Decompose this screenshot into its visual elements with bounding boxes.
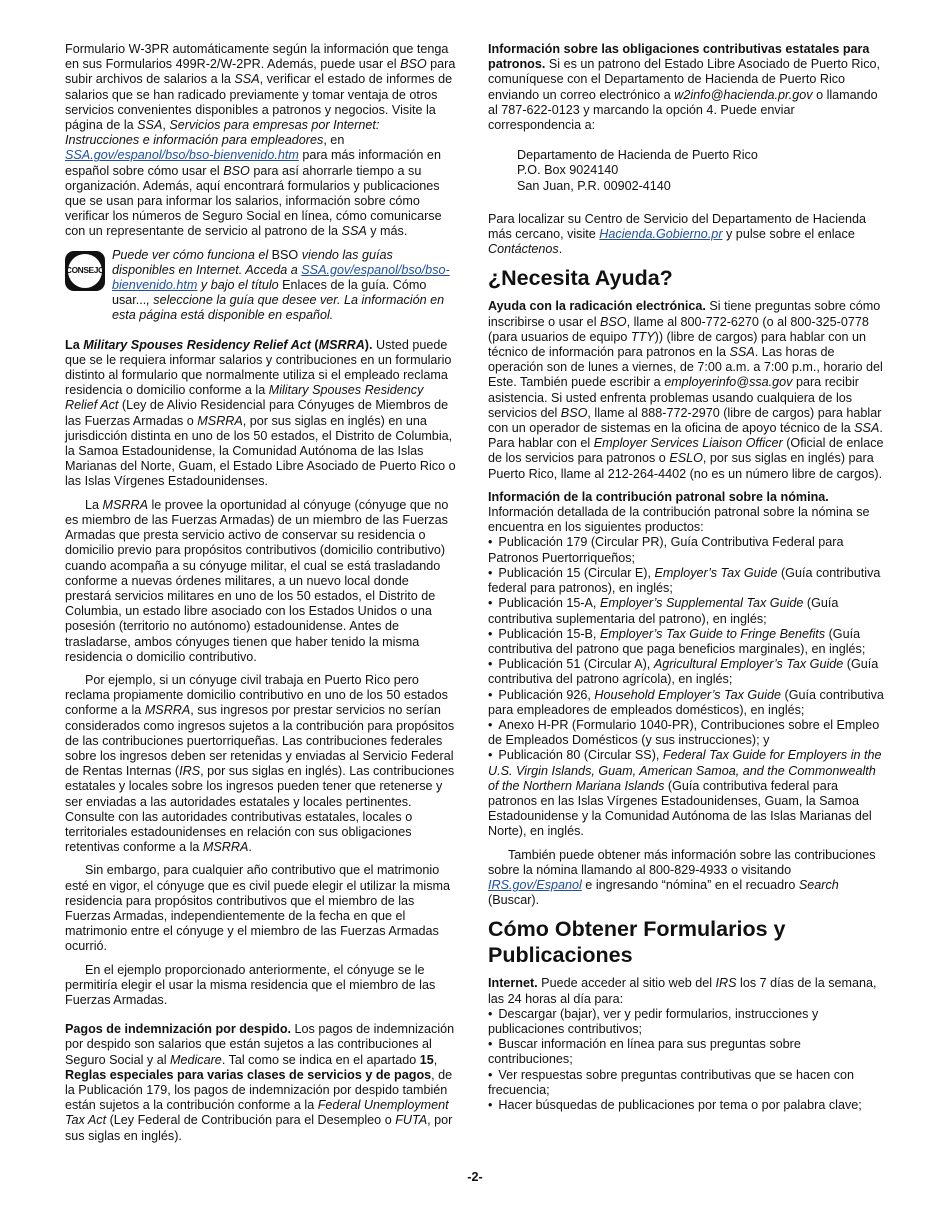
- ssa-bso-tip-link[interactable]: SSA.gov/espanol/bso/bso-bienvenido.htm: [112, 262, 450, 293]
- text: MSRRA: [144, 703, 191, 718]
- text: Por ejemplo, si un cónyuge civil trabaja en Puerto Rico pero reclama propiamente domicilio contributivo en uno de los 50 estados conforme a la: [65, 672, 448, 718]
- payroll-info-paragraph: [488, 848, 885, 909]
- text: SSA: [854, 421, 880, 436]
- text: para recibir asistencia. Si usted enfrenta problemas usando cualquiera de los servicios del: [488, 375, 859, 420]
- internet-paragraph: [488, 976, 885, 1006]
- text: SSA: [729, 345, 755, 360]
- text: . Para hablar con el: [488, 421, 883, 451]
- address-line: P.O. Box 9024140: [517, 163, 619, 178]
- text: SSA: [341, 224, 367, 239]
- text: , por sus siglas en inglés) para Puerto Rico, llame al 212-264-4402 (no es un número libre de cargos).: [488, 451, 883, 481]
- text: Federal Unemployment Tax Act: [65, 1098, 449, 1128]
- text: ).: [364, 337, 373, 352]
- text: BSO: [560, 405, 588, 420]
- text: . Las horas de operación son de lunes a viernes, de 7:00 a.m. a 7:00 p.m., horario del Este. También puede escribir a: [488, 345, 883, 390]
- text: BSO: [400, 57, 427, 72]
- text: Internet.: [488, 976, 538, 991]
- text: , llame al 888-772-2970 (libre de cargos) para hablar con un operador de sistemas en la oficina de apoyo técnico de la: [488, 405, 882, 436]
- text: Puede ver cómo funciona el: [112, 247, 272, 262]
- text: (Guía contributiva suplementaria del patrono), en inglés;: [488, 596, 839, 626]
- text: Para localizar su Centro de Servicio del Departamento de Hacienda más cercano, visite: [488, 211, 867, 242]
- text: Military Spouses Residency Relief Act: [83, 337, 311, 352]
- text: (Ley Federal de Contribución para el Desempleo o: [106, 1113, 396, 1128]
- text: (Guía contributiva para empleadores de empleados domésticos), en inglés;: [488, 687, 884, 717]
- text: 15: [419, 1052, 434, 1067]
- text: (Buscar).: [488, 893, 540, 908]
- text: Si tiene preguntas sobre cómo inscribirse o usar el: [488, 299, 881, 329]
- text: Reglas especiales para varias clases de servicios y de pagos: [65, 1067, 432, 1082]
- text: ,: [162, 118, 170, 133]
- text: .: [558, 242, 563, 257]
- election-paragraph: Sin embargo, para cualquier año contributivo que el matrimonio esté en vigor, el cónyuge que es civil puede elegir el utilizar la misma residencia para propósitos contributivos que el miembro de las Fuerzas Armadas, independientemente de la fecha en que el matrimonio entre el cónyuge y el miembro de las Fuerzas Armadas ocurrió.: [65, 863, 451, 954]
- text: Información de la contribución patronal sobre la nómina.: [488, 489, 829, 504]
- text: (Guía contributiva del patrono agrícola), en inglés;: [488, 657, 879, 687]
- text: Agricultural Employer’s Tax Guide: [653, 657, 844, 672]
- text: Household Employer’s Tax Guide: [594, 687, 782, 702]
- example-followup-paragraph: En el ejemplo proporcionado anteriormente, el cónyuge se le permitiría elegir el usar la misma residencia que el miembro de las Fuerzas Armadas.: [65, 962, 436, 1007]
- text: Military Spouses Residency Relief Act: [65, 383, 424, 413]
- text: Publicación 51 (Circular A),: [498, 657, 654, 672]
- text: los 7 días de la semana, las 24 horas al día para:: [488, 976, 877, 1006]
- list-item: [488, 627, 885, 657]
- text: Ayuda con la radicación electrónica.: [488, 299, 706, 314]
- text: (Ley de Alivio Residencial para Cónyuges de Miembros de las Fuerzas Armadas o: [65, 398, 449, 428]
- severance-paragraph: [65, 1022, 457, 1144]
- state-obligations-paragraph: [488, 42, 885, 133]
- text: para así ahorrarle tiempo a su organización. Además, aquí encontrará formularios y publicaciones que se usan para informar los salarios, información sobre cómo verificar los números de Seguro Social en línea, cómo comunicarse con un representante de servicio al patrono de la: [65, 163, 442, 239]
- text: y bajo el título: [197, 278, 283, 293]
- text: le provee la oportunidad al cónyuge (cónyuge que no es miembro de las Fuerzas Armadas) de un miembro de las Fuerzas Armadas que presta servicio activo de conservar su residencia o domicilio previo para propósitos contributivos (domicilio contributivo) cuando acompaña a su cónyuge militar, el cual se está trasladando conforme a nuevas órdenes militares, a un nuevo local donde prestará servicios militares en uno de los 50 estados, el Distrito de Columbia, un estado libre asociado con los Estados Unidos o una posesión (territorio no autónomo) estadounidense. Antes de trasladarse, ambos cónyuges tienen que haber tenido la misma residencia o domicilio contributivo.: [65, 497, 449, 664]
- text: Servicios para empresas por Internet: Instrucciones e información para empleadores: [65, 118, 380, 148]
- internet-list: [488, 1007, 885, 1113]
- address-line: Departamento de Hacienda de Puerto Rico: [517, 148, 758, 163]
- payroll-tax-paragraph: [488, 490, 885, 536]
- text: ESLO: [669, 451, 703, 466]
- text: FUTA: [395, 1113, 428, 1128]
- text: ,: [433, 1052, 438, 1067]
- left-column: [65, 42, 457, 1152]
- text: Employer’s Tax Guide to Fringe Benefits: [599, 626, 826, 641]
- text: , de la Publicación 179, los pagos de indemnización por despido también están sujetos a la contribución conforme a la: [65, 1067, 453, 1113]
- text: Publicación 926,: [498, 687, 595, 702]
- list-item: [488, 535, 885, 565]
- page-number: -2-: [467, 1170, 483, 1184]
- text: Publicación 15 (Circular E),: [498, 565, 655, 580]
- text: BSO: [223, 163, 250, 178]
- text: , por sus siglas en inglés). Las contribuciones estatales y locales sobre los ingresos pueden tener que retenerse y ser enviadas a las autoridades estatales y locales pertinentes. Consulte con las autoridades contributivas estatales, locales o territoriales estadounidenses en relación con sus obligaciones retentivas conforme a la: [65, 764, 455, 855]
- irs-espanol-link[interactable]: IRS.gov/Espanol: [488, 877, 582, 892]
- text: (Guía contributiva federal para patronos en las Islas Vírgenes Estadounidenses, Guam, la Samoa Estadounidense y la Comunidad Autónoma de las Islas Marianas del Norte), en inglés.: [488, 778, 872, 839]
- text: .: [248, 840, 252, 855]
- list-item: [488, 688, 885, 718]
- text: MSRRA: [202, 840, 249, 855]
- text: . Tal como se indica en el apartado: [221, 1052, 420, 1067]
- text: e ingresando “nómina” en el recuadro: [581, 877, 799, 892]
- text: para más información en español sobre cómo usar el: [65, 148, 441, 178]
- right-column: [488, 42, 885, 1121]
- text: y pulse sobre el enlace: [722, 227, 855, 242]
- service-center-paragraph: [488, 212, 885, 258]
- list-item: [488, 596, 885, 626]
- text: Employer Services Liaison Officer: [593, 436, 783, 451]
- text: SSA: [234, 72, 260, 87]
- text: , seleccione la guía que desee ver. La información en esta página está disponible en español.: [112, 293, 445, 323]
- text: Si es un patrono del Estado Libre Asociado de Puerto Rico, comuníquese con el Departamento de Hacienda de Puerto Rico enviando un correo electrónico a: [488, 57, 881, 102]
- text: (Guía contributiva federal para patronos), en inglés;: [488, 565, 881, 596]
- text: MSRRA: [197, 413, 243, 428]
- text: viendo las guías disponibles en Internet. Acceda a: [112, 247, 393, 277]
- text: IRS: [715, 976, 737, 991]
- text: , llame al 800-772-6270 (o al 800-325-0778 (para usuarios de equipo: [488, 314, 869, 344]
- consejo-tip: [65, 248, 457, 324]
- list-item: • Descargar (bajar), ver y pedir formularios, instrucciones y publicaciones contributivos;: [488, 1007, 885, 1037]
- text: employerinfo@ssa.gov: [664, 375, 793, 390]
- msrra-detail-paragraph: [65, 498, 457, 665]
- text: Publicación 179 (Circular PR), Guía Contributiva Federal para Patronos Puertorriqueños;: [488, 535, 844, 565]
- text: La: [65, 337, 84, 352]
- list-item: [488, 748, 885, 839]
- text: Publicación 15-A,: [498, 596, 600, 611]
- bso-paragraph: [65, 42, 457, 240]
- text: Anexo H-PR (Formulario 1040-PR), Contribuciones sobre el Empleo de Empleados Domésticos (y sus instrucciones); y: [488, 717, 880, 748]
- text: Federal Tax Guide for Employers in the U.S. Virgin Islands, Guam, American Samoa, and the Commonwealth of the Northern Mariana Islands: [488, 748, 882, 793]
- text: Enlaces de la guía. Cómo usar...: [112, 278, 427, 308]
- text: También puede obtener más información sobre las contribuciones sobre la nómina llamando al 800-829-4933 o visitando: [488, 847, 876, 877]
- text: , sus ingresos por prestar servicios no serían considerados como ingresos sujetos a la contribución para propósitos de las contribuciones puertorriqueñas. Las contribuciones federales sobre los ingresos deben ser retenidas y enviadas al Servicio Federal de Rentas Internas (: [65, 703, 455, 779]
- ssa-bso-link[interactable]: SSA.gov/espanol/bso/bso-bienvenido.htm: [65, 148, 299, 163]
- publication-list: [488, 535, 885, 839]
- text: Información detallada de la contribución patronal sobre la nómina se encuentra en los siguientes productos:: [488, 505, 870, 535]
- consejo-badge-label: CONSEJO: [68, 254, 102, 288]
- text: (Guía contributiva del patrono que paga beneficios marginales), en inglés;: [488, 626, 866, 656]
- hacienda-link[interactable]: Hacienda.Gobierno.pr: [599, 227, 723, 242]
- text: Los pagos de indemnización por despido son salarios que están sujetos a las contribuciones al Seguro Social y al: [65, 1022, 455, 1067]
- consejo-badge-icon: [65, 251, 105, 291]
- section-heading-formularios: Cómo Obtener Formularios y Publicaciones: [488, 917, 786, 968]
- text: Publicación 15-B,: [498, 626, 600, 641]
- text: BSO: [271, 247, 299, 262]
- text: o llamando al 787-622-0123 y marcando la opción 4. Puede enviar correspondencia a:: [488, 87, 878, 133]
- text: Contáctenos: [488, 242, 559, 257]
- tip-text: [112, 248, 457, 324]
- msrra-paragraph: [65, 338, 457, 490]
- text: Información sobre las obligaciones contributivas estatales para patronos.: [488, 42, 870, 72]
- text: , verificar el estado de informes de salarios que se han radicado previamente y tomar ventaja de otros servicios convenientes disponibles a patronos y negocios. Visite la página de la: [65, 72, 453, 133]
- address-line: San Juan, P.R. 00902-4140: [517, 178, 671, 193]
- text: , por sus siglas en inglés) en una jurisdicción distinta en uno de los 50 estados, el Distrito de Columbia, la Samoa Estadounidense, la Comunidad Autónoma de las Islas Marianas del Norte, Guam, el Estado Libre Asociado de Puerto Rico o las Islas Vírgenes Estadounidenses.: [65, 413, 456, 489]
- list-item: • Buscar información en línea para sus preguntas sobre contribuciones;: [488, 1037, 885, 1067]
- text: IRS: [179, 764, 201, 779]
- text: Employer’s Tax Guide: [654, 565, 778, 580]
- list-item: • Ver respuestas sobre preguntas contributivas que se hacen con frecuencia;: [488, 1068, 885, 1098]
- text: (: [310, 337, 319, 352]
- text: MSRRA: [102, 497, 148, 512]
- text: Pagos de indemnización por despido.: [65, 1022, 292, 1037]
- efile-help-paragraph: [488, 299, 885, 481]
- text: La: [85, 497, 103, 512]
- text: )) (libre de cargos) para hablar con un técnico de información para patronos en la: [488, 329, 867, 360]
- text: TTY: [630, 329, 655, 344]
- text: , en: [323, 133, 345, 148]
- list-item: [488, 718, 885, 748]
- text: Search: [798, 877, 839, 892]
- hacienda-address: [517, 148, 885, 194]
- text: w2info@hacienda.pr.gov: [674, 87, 813, 102]
- text: Formulario W-3PR automáticamente según la información que tenga en sus Formularios 499R-2/W-2PR. Además, puede usar el: [65, 42, 449, 72]
- text: Medicare: [170, 1052, 222, 1067]
- text: (Oficial de enlace de los servicios para patronos o: [488, 436, 884, 466]
- text: Usted puede que se le requiera informar salarios y contribuciones en un formulario distinto al formulario que normalmente utiliza si el empleado reclama residencia o domicilio conforme a la: [65, 337, 452, 398]
- text: para subir archivos de salarios a la: [65, 57, 456, 87]
- text: Puede acceder al sitio web del: [537, 976, 716, 991]
- text: y más.: [366, 224, 408, 239]
- list-item: [488, 657, 885, 687]
- text: , por sus siglas en inglés).: [65, 1113, 453, 1143]
- text: MSRRA: [318, 337, 365, 352]
- example-paragraph: [65, 673, 457, 855]
- text: Employer’s Supplemental Tax Guide: [599, 596, 804, 611]
- text: SSA: [137, 118, 163, 133]
- text: Publicación 80 (Circular SS),: [498, 748, 663, 763]
- text: BSO: [600, 314, 627, 329]
- list-item: [488, 566, 885, 596]
- list-item: • Hacer búsquedas de publicaciones por tema o por palabra clave;: [488, 1098, 885, 1113]
- section-heading-ayuda: ¿Necesita Ayuda?: [488, 266, 673, 291]
